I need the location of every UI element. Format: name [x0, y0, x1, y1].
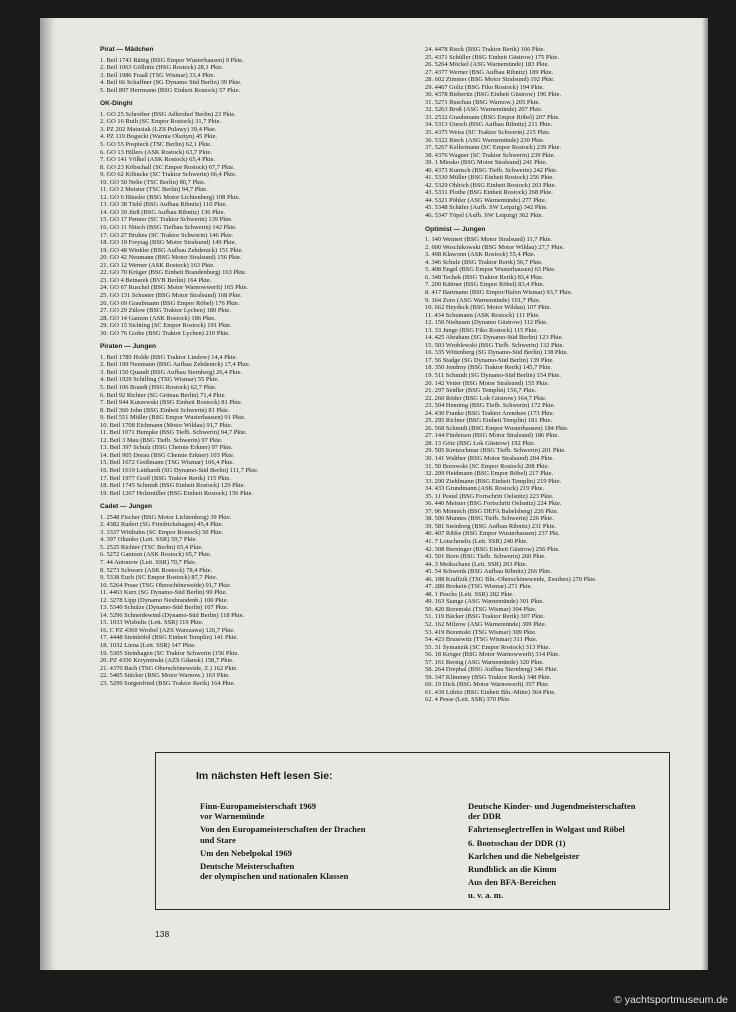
result-entry: 7. GO 141 Völkel (ASK Rostock) 65,4 Pkte. — [100, 156, 216, 164]
result-entry: 17. 56 Stadge (SG Dynamo-Süd Berlin) 139 Pkte. — [425, 356, 554, 364]
result-entry: 12. GO 6 Häusler (BSG Motor Lichtenberg) 108 Pkte. — [100, 193, 241, 201]
result-entry: 59. 347 Klimmey (BSG Traktor Rerik) 348 Pkte. — [425, 673, 552, 681]
result-entry: 21. GO 12 Werner (ASK Rostock) 163 Pkte. — [100, 261, 215, 269]
next-issue-list-left — [200, 801, 430, 884]
result-entry: 52. 162 Milzow (ASG Warnemünde) 309 Pkte. — [425, 621, 547, 629]
result-entry: 27. GO 29 Zülow (BSG Traktor Lychen) 180 Pkte. — [100, 307, 231, 315]
result-entry: 3. Beil 150 Quandt (BSG Aufbau Sternberg) 26,4 Pkte. — [100, 368, 243, 376]
result-entry: 5. GO 55 Pospiech (TSC Berlin) 62,1 Pkte. — [100, 141, 212, 149]
result-entry: 6. 5272 Gantzen (ASK Rostock) 65,7 Pkte. — [100, 551, 212, 559]
result-entry: 10. 5264 Prase (TSG Oberschöneweide) 91,7 Pkte. — [100, 581, 232, 589]
result-entry: 9. Beil 551 Müller (BSG Empor Wusterhausen) 91 Pkte. — [100, 414, 246, 422]
result-entry: 20. GO 42 Neumann (BSG Motor Stralsund) 156 Pkte. — [100, 254, 242, 262]
result-entry: 11. Beil 1071 Hempke (BSG Tiefb. Schwerin) 94,7 Pkte. — [100, 429, 247, 437]
result-entry: 16. GO 11 Nitsch (BSG Tiefbau Schwerin) 142 Pkte. — [100, 224, 237, 232]
document-page — [40, 18, 708, 970]
result-entry: 2. Beil 199 Neumann (BSG Aufbau Zehdenick) 17,4 Pkte. — [100, 361, 251, 369]
result-entry: 2. 600 Woschikowski (BSG Motor Wildau) 27,7 Pkte. — [425, 243, 565, 251]
result-entry: 8. 5273 Schwarz (ASK Rostock) 78,4 Pkte. — [100, 566, 213, 574]
result-entry: 25. GO 131 Schuster (BSG Motor Stralsund) 168 Pkte. — [100, 291, 242, 299]
result-entry: 6. GO 13 Hillers (ASK Rostock) 63,7 Pkte. — [100, 148, 212, 156]
result-entry: 4. Beil 66 Schaffner (SG Dynamo Süd Berlin) 39 Pkte. — [100, 79, 242, 87]
result-entry: 14. GO 39 Jürß (BSG Aufbau Ribnitz) 136 Pkte. — [100, 208, 226, 216]
result-entry: 7. 200 Kättner (BSG Empor Röbel) 83,4 Pkte. — [425, 281, 545, 289]
result-entry: 38. 4376 Wagner (SC Traktor Schwerin) 239 Pkte. — [425, 151, 556, 159]
result-entry: 9. 5338 Euch (SC Empor Rostock) 87,7 Pkte. — [100, 574, 218, 582]
result-entry: 15. 503 Wroblewski (BSG Tiefb. Schwerin) 132 Pkte. — [425, 341, 565, 349]
result-entry: 32. 5263 Broß (ASG Warnemünde) 207 Pkte. — [425, 106, 543, 114]
result-entry: 13. 5340 Schulze (Dynamo-Süd Berlin) 107 Pkte. — [100, 604, 229, 612]
result-entry: 19. GO 48 Winkler (BSG Aufbau Zehdenick) 151 Pkte. — [100, 246, 244, 254]
result-entry: 1. 2548 Fischer (BSG Motor Lichtenberg) 39 Pkte. — [100, 513, 232, 521]
result-entry: 17. GO 27 Bruhns (SC Traktor Schwerin) 146 Pkte. — [100, 231, 234, 239]
result-entry: 13. Beil 397 Schulz (BSG Chemie Erkner) 97 Pkte. — [100, 444, 233, 452]
result-entry: 4. PZ 119 Bogucki (Warnia Olsztyn) 45 Pkte. — [100, 133, 218, 141]
section-title: OK-Dinghi — [100, 100, 133, 108]
result-entry: 34. 5313 Utesch (BSG Aufbau Ribnitz) 211 Pkte. — [425, 121, 553, 129]
result-entry: 5. 2525 Richter (TSC Berlin) 65,4 Pkte. — [100, 543, 203, 551]
book-spine-shadow — [40, 18, 56, 970]
section-title: Piraten — Jungen — [100, 343, 157, 351]
result-entry: 44. 3 Meikschans (Lett. SSR) 263 Pkte. — [425, 560, 528, 568]
result-entry: 24. 430 Franke (BSG Traktor Arendsee (173 Pkte. — [425, 409, 555, 417]
result-entry: 20. 142 Vetter (BSG Motor Stralsund) 155 Pkte. — [425, 379, 550, 387]
result-entry: 6. Beil 92 Richter (SG Grünau Berlin) 71,4 Pkte. — [100, 391, 227, 399]
result-entry: 60. 19 Dick (BSG Motor Warnowerft) 357 Pkte. — [425, 681, 550, 689]
result-entry: 42. 5329 Ohlrich (BSG Einheit Rostock) 263 Pkte. — [425, 181, 557, 189]
result-entry: 22. GO 70 Krüger (BSG Einheit Brandenburg) 163 Pkte. — [100, 269, 247, 277]
result-entry: 23. GO 4 Betnarek (BVB Berlin) 164 Pkte. — [100, 276, 212, 284]
result-entry: 39. 581 Steinberg (BSG Aufbau Ribnitz) 231 Pkte. — [425, 522, 556, 530]
result-entry: 26. 568 Schmidt (BSG Empor Wusterhausen) 184 Pkte. — [425, 424, 569, 432]
result-entry: 34. 433 Grundmann (ASK Rostock) 219 Pkte. — [425, 485, 545, 493]
page-number: 138 — [155, 929, 170, 939]
next-issue-heading: Im nächsten Heft lesen Sie: — [196, 770, 333, 782]
result-entry: 30. 4378 Bieberitz (BSG Einheit Güstrow) 196 Pkte. — [425, 91, 562, 99]
result-entry: 7. 44 Antonow (Lett. SSR) 70,7 Pkte. — [100, 559, 197, 566]
result-entry: 19. 5305 Steinhagen (SC Traktor Schwerin (156 Pkte. — [100, 649, 239, 657]
result-entry: 42. 308 Berninger (BSG Einheit Güstrow) 256 Pkte. — [425, 545, 560, 553]
result-entry: 16. Beil 1619 Lutthardt (SG Dynamo-Süd Berlin) 111,7 Pkte. — [100, 466, 259, 474]
next-issue-item: Deutsche Kinder- und Jugendmeisterschaften der DDR — [468, 801, 636, 822]
result-entry: 31. 5271 Ruschau (BSG Warnow.) 205 Pkte. — [425, 98, 540, 106]
next-issue-box — [155, 752, 670, 910]
next-issue-item: Fahrtenseglertreffen in Wolgast und Röbel — [468, 824, 625, 835]
result-entry: 9. GO 62 Köhncke (SC Traktor Schwerin) 66,4 Pkte. — [100, 171, 237, 179]
result-entry: 10. Beil 1708 Eichmann (Motor Wildau) 91,7 Pkte. — [100, 421, 233, 429]
result-entry: 21. 297 Seidler (BSG Templin) 156,7 Pkte. — [425, 387, 537, 395]
result-entry: 44. 5321 Pöhler (ASG Warnemünde) 277 Pkte. — [425, 196, 547, 204]
result-entry: 8. 417 Bartmann (BSG Empor/Hafen Wismar) 93,7 Pkte. — [425, 288, 573, 296]
result-entry: 17. 4448 Steinhöfel (BSG Einheit Templin) 141 Pkte. — [100, 634, 239, 642]
result-entry: 3. PZ 202 Matusiak (LZS Pulawy) 39,4 Pkte. — [100, 125, 217, 133]
result-entry: 17. Beil 1977 Graff (BSG Traktor Rerik) 115 Pkte. — [100, 474, 231, 482]
result-entry: 33. 290 Ziehlmann (BSG Einheit Templin) 219 Pkte. — [425, 477, 562, 485]
result-entry: 13. GO 38 Tiehl (BSG Aufbau Ribnitz) 110 Pkte. — [100, 201, 228, 209]
result-entry: 3. Beil 1986 Fraaß (TSG Wismar) 33,4 Pkte. — [100, 71, 216, 79]
result-entry: 14. Beil 905 Dorau (BSG Chemie Erkner) 103 Pkte. — [100, 451, 235, 459]
result-entry: 45. 54 Schwenk (BSG Aufbau Ribnitz) 266 Pkte. — [425, 568, 552, 576]
result-entry: 43. 5331 Plothe (BSG Einheit Rostock) 268 Pkte. — [425, 189, 553, 197]
result-entry: 6. 348 Techek (BSG Traktor Rerik) 83,4 Pkte. — [425, 273, 544, 281]
result-entry: 9. 164 Zorn (ASG Warnemünde) 101,7 Pkte. — [425, 296, 541, 304]
next-issue-list-right — [468, 801, 668, 904]
result-entry: 19. 511 Schmidt (SG Dynamo-Süd Berlin) 154 Pkte. — [425, 371, 561, 379]
result-entry: 41. 7 Lotschmelis (Lett. SSR) 240 Pkte. — [425, 538, 528, 545]
result-entry: 11. GO 2 Meister (TSC Berlin) 94,7 Pkte. — [100, 186, 208, 194]
results-column-right — [425, 46, 705, 704]
next-issue-item: Aus den BFA-Bereichen — [468, 877, 557, 888]
result-entry: 16. 335 Wittenberg (SG Dynamo-Süd Berlin) 138 Pkte. — [425, 349, 569, 357]
result-entry: 37. 96 Mönnich (BSG DEFA Babelsberg) 226 Pkte. — [425, 507, 559, 515]
result-entry: 18. 350 Jendrny (BSG Traktor Rerik) 145,7 Pkte. — [425, 364, 552, 372]
result-entry: 5. Beil 897 Herrmann (BSG Einheit Rostock) 57 Pkte. — [100, 86, 241, 94]
result-entry: 49. 163 Stange (ASG Warnemünde) 301 Pkte. — [425, 598, 544, 606]
result-entry: 13. 33 Junge (BSG Fiko Rostock) 115 Pkte. — [425, 326, 538, 334]
next-issue-item: Finn-Europameisterschaft 1969 vor Warnemünde — [200, 801, 317, 822]
result-entry: 5. Beil 106 Brandt (HSG Rostock) 62,7 Pkte. — [100, 383, 217, 391]
result-entry: 26. 5264 Möckel (ASG Warnemünde) 183 Pkte. — [425, 61, 550, 69]
result-entry: 61. 439 Lübitz (BSG Einheit Bln.-Mitte) 364 Pkte. — [425, 688, 556, 696]
result-entry: 58. 264 Drephal (BSG Aufbau Sternberg) 346 Pkte. — [425, 666, 559, 674]
result-entry: 36. 5322 Rieck (ASG Warnemünde) 230 Pkte. — [425, 136, 545, 144]
result-entry: 4. Beil 1929 Schilling (TSG Wismar) 55 Pkte. — [100, 376, 219, 384]
result-entry: 3. 3337 Witthuhn (SC Empor Rostock) 50 Pkte. — [100, 528, 224, 536]
result-entry: 25. 295 Richter (BSG Einheit Templin) 181 Pkte. — [425, 417, 553, 425]
result-entry: 53. 419 Boremski (TSG Wismar) 309 Pkte. — [425, 628, 537, 636]
result-entry: 15. GO 17 Penner (SC Traktor Schwerin) 139 Pkte. — [100, 216, 233, 224]
result-entry: 23. 5299 Sorgenfried (BSG Traktor Rerik) 164 Pkte. — [100, 679, 236, 687]
result-entry: 35. 4375 Weiss (SC Traktor Schwerin) 215 Pkte. — [425, 129, 551, 137]
result-entry: 40. 407 Ribbe (BSG Empor Wusterhausen) 237 Pkt. — [425, 530, 560, 538]
result-entry: 1. Beil 1743 Rättig (BSG Empor Wusterhausen) 9 Pkte. — [100, 56, 244, 64]
result-entry: 8. GO 23 Köbschall (SC Empor Rostock) 67,7 Pkte. — [100, 163, 235, 171]
result-entry: 2. 4382 Rudert (SG Friedrichshagen) 45,4 Pkte. — [100, 521, 224, 529]
result-entry: 20. PZ 4356 Krzyminski (AZS Gdansk) 158,7 Pkte. — [100, 657, 234, 665]
result-entry: 8. Beil 360 John (BSG Einheit Schwerin) 81 Pkte. — [100, 406, 230, 414]
result-entry: 51. 119 Bäcker (BSG Traktor Rerik) 307 Pkte. — [425, 613, 545, 621]
result-entry: 26. GO 69 Graubmann (BSG Empor Röbel) 176 Pkte. — [100, 299, 240, 307]
result-entry: 18. 1032 Liena (Lett. SSR) 147 Pkte. — [100, 642, 196, 650]
result-entry: 39. 1 Miosko (BSG Motor Stralsund) 241 Pkte. — [425, 159, 548, 167]
result-entry: 11. 434 Schumann (ASK Rostock) 111 Pkte. — [425, 311, 540, 319]
result-entry: 29. GO 15 Sichting (SC Empor Rostock) 191 Pkte. — [100, 322, 232, 330]
next-issue-item: Deutsche Meisterschaften der olympischen und nationalen Klassen — [200, 861, 349, 882]
result-entry: 1. GO 25 Schreiber (BSG Adlershof Berlin) 23 Pkte. — [100, 110, 236, 118]
result-entry: 11. 4463 Kurz (SG Dynamo-Süd Berlin) 99 Pkte. — [100, 589, 228, 597]
result-entry: 33. 2532 Graubmann (BSG Empor Röbel) 207 Pkte. — [425, 113, 560, 121]
result-entry: 19. Beil 1267 Holzmüller (BSG Einheit Rostock) 156 Pkte. — [100, 489, 254, 497]
result-entry: 30. GO 76 Gothe (BSG Traktor Lychen) 210 Pkte. — [100, 329, 230, 337]
result-entry: 1. 140 Weinert (BSG Motor Stralsund) 11,7 Pkte. — [425, 236, 553, 244]
result-entry: 2. GO 16 Ruth (SC Empor Rostock) 31,7 Pkte. — [100, 118, 222, 126]
next-issue-item: Um den Nebelpokal 1969 — [200, 847, 292, 858]
result-entry: 27. 144 Findeisen (BSG Motor Stralsund) 186 Pkte. — [425, 432, 559, 440]
result-entry: 7. Beil 944 Kuszewski (BSG Einheit Rostock) 81 Pkte. — [100, 399, 243, 407]
result-entry: 4. 346 Schulz (BSG Traktor Rerik) 56,7 Pkte. — [425, 258, 543, 266]
result-entry: 37. 5267 Kellermann (SC Empor Rostock) 239 Pkte. — [425, 144, 562, 152]
next-issue-item: u. v. a. m. — [468, 890, 504, 901]
section-title: Pirat — Mädchen — [100, 46, 154, 53]
result-entry: 2. Beil 1063 Göllnitz (HSG Rostock) 28,1 Pkte. — [100, 64, 224, 72]
result-entry: 41. 5330 Müller (BSG Einheit Rostock) 256 Pkte. — [425, 174, 554, 182]
result-entry: 24. GO 67 Ruschel (BSG Motor Warnowwerft) 165 Pkte. — [100, 284, 249, 292]
result-entry: 35. 11 Pestel (BSG Fortschritt Oelsnitz) 223 Pkte. — [425, 492, 554, 500]
result-entry: 12. Beil 3 Mau (BSG Tiefb. Schwerin) 97 Pkte. — [100, 436, 223, 444]
result-entry: 10. GO 50 Nelte (TSC Berlin) 80,7 Pkte. — [100, 178, 206, 186]
section-title: Optimist — Jungen — [425, 225, 486, 233]
result-entry: 47. 289 Brokein (TSG Wismar) 271 Pkte. — [425, 583, 533, 591]
result-entry: 48. 1 Peschs (Lett. SSR) 282 Pkte. — [425, 590, 514, 598]
result-entry: 27. 4377 Werner (BSG Aufbau Ribnitz) 189 Pkte. — [425, 68, 554, 76]
result-entry: 56. 18 Kröger (BSG Motor Warnowwerft) 314 Pkte. — [425, 651, 560, 659]
result-entry: 55. 31 Symanzik (SC Empor Rostock) 313 Pkte. — [425, 643, 550, 651]
result-entry: 25. 4371 Schüller (BSG Einheit Güstrow) 175 Pkte. — [425, 53, 559, 61]
copyright-watermark: © yachtsportmuseum.de — [614, 994, 728, 1006]
results-column-left — [100, 46, 410, 687]
result-entry: 46. 5347 Töpel (Aufb. SW Leipzig) 362 Pkte. — [425, 212, 544, 220]
result-entry: 12. 150 Niehusen (Dynamo Güstrow) 112 Pkte. — [425, 319, 548, 327]
next-issue-item: Von den Europameisterschaften der Drachen und Stare — [200, 824, 366, 845]
result-entry: 16. C PZ 4360 Wrobel (AZS Warszawa) 126,7 Pkte. — [100, 626, 235, 634]
result-entry: 32. 209 Heidmann (BSG Empor Röbel) 217 Pkte. — [425, 470, 554, 478]
result-entry: 43. 501 Born (BSG Tiefb. Schwerin) 260 Pkte. — [425, 553, 546, 561]
result-entry: 28. 602 Zimmer (BSG Motor Stralsund) 192 Pkte. — [425, 76, 555, 84]
result-entry: 57. 161 Bernig (ASG Warnemünde) 320 Pkte. — [425, 658, 544, 666]
result-entry: 45. 5348 Schäfer (Aufb. SW Leipzig) 342 Pkte. — [425, 204, 548, 212]
result-entry: 46. 188 Kraffzik (TSG Bln.-Oberschöneweide, Zeuthen) 270 Pkte. — [425, 575, 597, 583]
result-entry: 38. 506 Munnes (BSG Tiefb. Schwerin) 226 Pkte. — [425, 515, 554, 523]
result-entry: 15. Beil 1672 Greßmann (TSG Wismar) 106,4 Pkte. — [100, 459, 235, 467]
next-issue-item: Rundblick an die Kimm — [468, 864, 557, 875]
result-entry: 3. 498 Klawonn (ASK Rostock) 55,4 Pkte. — [425, 251, 536, 259]
result-entry: 10. 662 Heydeck (BSG Motor Wildau) 107 Pkte. — [425, 304, 552, 312]
result-entry: 24. 4478 Rieck (BSG Traktor Rerik) 166 Pkte. — [425, 46, 545, 53]
result-entry: 22. 5405 Stäcker (BSG Motor Warnow.) 163 Pkte. — [100, 672, 230, 680]
result-entry: 29. 505 Kretzschmar (BSG Tiefb. Schwerin) 201 Pkte. — [425, 447, 566, 455]
result-entry: 30. 141 Walther (BSG Motor Stralsund) 204 Pkte. — [425, 454, 555, 462]
result-entry: 31. 50 Borowski (SC Empor Rostock) 208 Pkte. — [425, 462, 550, 470]
result-entry: 28. 13 Götz (BSG Lok Güstrow) 192 Pkte. — [425, 439, 536, 447]
result-entry: 18. Beil 1745 Schmidt (BSG Einheit Rostock) 129 Pkte. — [100, 482, 246, 490]
section-title: Cadet — Jungen — [100, 503, 153, 511]
result-entry: 54. 423 Brusewitz (TSG Wismar) 311 Pkte. — [425, 636, 538, 644]
result-entry: 29. 4467 Goltz (BSG Fiko Rostock) 194 Pkte. — [425, 83, 544, 91]
result-entry: 28. GO 14 Ganzen (ASK Rostock) 186 Pkte. — [100, 314, 216, 322]
result-entry: 18. GO 19 Freytag (BSG Motor Stralsund) 149 Pkte. — [100, 239, 237, 247]
result-entry: 14. 5296 Schneidewind (Dynamo-Süd Berlin) 118 Pkte. — [100, 611, 245, 619]
result-entry: 1. Beil 1789 Holde (BSG Traktor Lindow) 14,4 Pkte. — [100, 353, 238, 361]
result-entry: 4. 397 Oltanko (Lett. SSR) 59,7 Pkte. — [100, 536, 197, 544]
result-entry: 36. 440 Meister (BSG Fortschritt Oelsnitz) 224 Pkte. — [425, 500, 562, 508]
result-entry: 62. 4 Pesse (Lett. SSR) 370 Pkte. — [425, 696, 511, 704]
result-entry: 21. 4370 Bach (TSG Oberschöneweide, Z.) 162 Pkte. — [100, 664, 238, 672]
next-issue-item: Karlchen und die Nebelgeister — [468, 850, 580, 861]
result-entry: 5. 408 Engel (BSG Empor Wusterhausen) 63 Pkte. — [425, 266, 556, 274]
result-entry: 40. 4373 Kunisch (BSG Tiefb. Schwerin) 242 Pkte. — [425, 166, 558, 174]
result-entry: 15. 1033 Wisbults (Lett. SSR) 119 Pkte. — [100, 619, 204, 627]
result-entry: 50. 420 Boremski (TSG Wismar) 304 Pkte. — [425, 605, 537, 613]
next-issue-item: 6. Bootsschau der DDR (1) — [468, 837, 566, 848]
result-entry: 22. 260 Röder (BSG Lok Güstrow) 164,7 Pkte. — [425, 394, 547, 402]
result-entry: 14. 425 Abraham (SG Dynamo-Süd Berlin) 123 Pkte. — [425, 334, 564, 342]
result-entry: 12. 3278 Lipp (Dynamo Neubrandenb.) 100 Pkte. — [100, 596, 229, 604]
result-entry: 23. 504 Henning (BSG Tiefb. Schwerin) 172 Pkte. — [425, 402, 556, 410]
